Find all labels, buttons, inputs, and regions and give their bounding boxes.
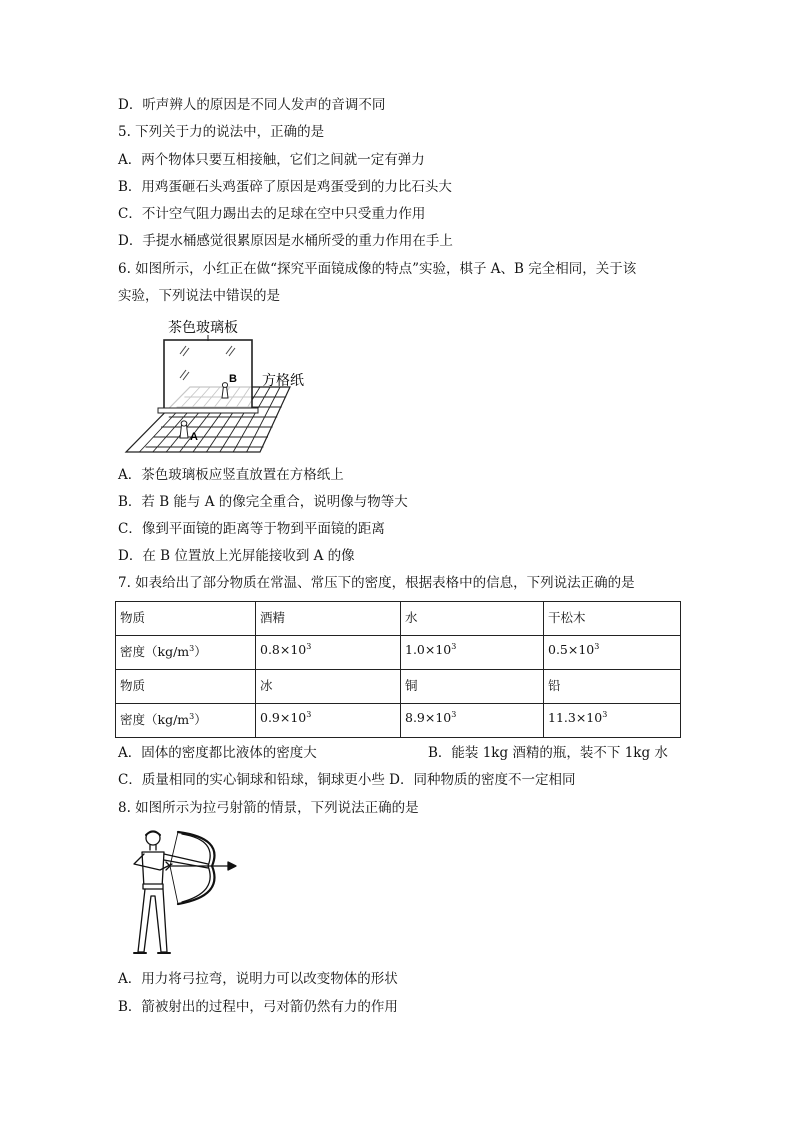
table-cell: 物质 — [116, 602, 256, 636]
piece-a-label: A — [190, 431, 198, 443]
q6-option-c: C．像到平面镜的距离等于物到平面镜的距离 — [118, 521, 385, 537]
q6-stem-line2: 实验，下列说法中错误的是 — [118, 288, 280, 304]
table-cell: $1.0\times 10^3$ — [401, 636, 544, 670]
q6-stem-line1: 6. 如图所示，小红正在做“探究平面镜成像的特点”实验，棋子 A、B 完全相同，关于该 — [118, 261, 637, 277]
table-cell: $8.9\times 10^3$ — [401, 704, 544, 738]
table-cell: $11.3\times 10^3$ — [544, 704, 681, 738]
glass-plate — [158, 340, 258, 413]
q5-stem: 5. 下列关于力的说法中，正确的是 — [118, 124, 325, 140]
q5-option-b: B．用鸡蛋砸石头鸡蛋碎了原因是鸡蛋受到的力比石头大 — [118, 179, 452, 195]
table-cell: 铜 — [401, 670, 544, 704]
glass-plate-label: 茶色玻璃板 — [168, 320, 238, 336]
q8-option-a: A．用力将弓拉弯，说明力可以改变物体的形状 — [118, 971, 398, 987]
table-cell: $0.5\times 10^3$ — [544, 636, 681, 670]
table-cell: 密度$(kg/m^3)$ — [116, 704, 256, 738]
table-cell: 水 — [401, 602, 544, 636]
q7-option-a: A．固体的密度都比液体的密度大 — [118, 745, 317, 761]
mirror-experiment-figure — [118, 312, 318, 457]
q6-option-b: B．若 B 能与 A 的像完全重合，说明像与物等大 — [118, 494, 408, 510]
table-cell: $0.9\times 10^3$ — [256, 704, 401, 738]
table-cell: 冰 — [256, 670, 401, 704]
table-row — [116, 704, 681, 738]
q6-option-a: A．茶色玻璃板应竖直放置在方格纸上 — [118, 467, 344, 483]
q5-option-d: D．手提水桶感觉很累原因是水桶所受的重力作用在手上 — [118, 233, 453, 249]
archer-figure — [120, 826, 240, 958]
q8-stem: 8. 如图所示为拉弓射箭的情景，下列说法正确的是 — [118, 800, 419, 816]
table-cell: $0.8\times 10^3$ — [256, 636, 401, 670]
q7-option-b: B．能装 1kg 酒精的瓶，装不下 1kg 水 — [428, 745, 668, 761]
table-cell: 酒精 — [256, 602, 401, 636]
piece-b-label: B — [229, 373, 237, 385]
table-row — [116, 636, 681, 670]
q5-option-c: C．不计空气阻力踢出去的足球在空中只受重力作用 — [118, 206, 426, 222]
grid-paper-label: 方格纸 — [262, 373, 304, 389]
table-row — [116, 602, 681, 636]
density-table — [115, 601, 681, 738]
q8-option-b: B．箭被射出的过程中，弓对箭仍然有力的作用 — [118, 999, 398, 1015]
q5-option-a: A．两个物体只要互相接触，它们之间就一定有弹力 — [118, 152, 425, 168]
q6-option-d: D．在 B 位置放上光屏能接收到 A 的像 — [118, 548, 355, 564]
q4-option-d: D．听声辨人的原因是不同人发声的音调不同 — [118, 97, 386, 113]
table-row — [116, 670, 681, 704]
q7-stem: 7. 如表给出了部分物质在常温、常压下的密度，根据表格中的信息，下列说法正确的是 — [118, 575, 635, 591]
table-cell: 物质 — [116, 670, 256, 704]
table-cell: 干松木 — [544, 602, 681, 636]
table-cell: 铅 — [544, 670, 681, 704]
q7-option-cd: C．质量相同的实心铜球和铅球，铜球更小些 D．同种物质的密度不一定相同 — [118, 772, 576, 788]
table-cell: 密度$(kg/m^3)$ — [116, 636, 256, 670]
